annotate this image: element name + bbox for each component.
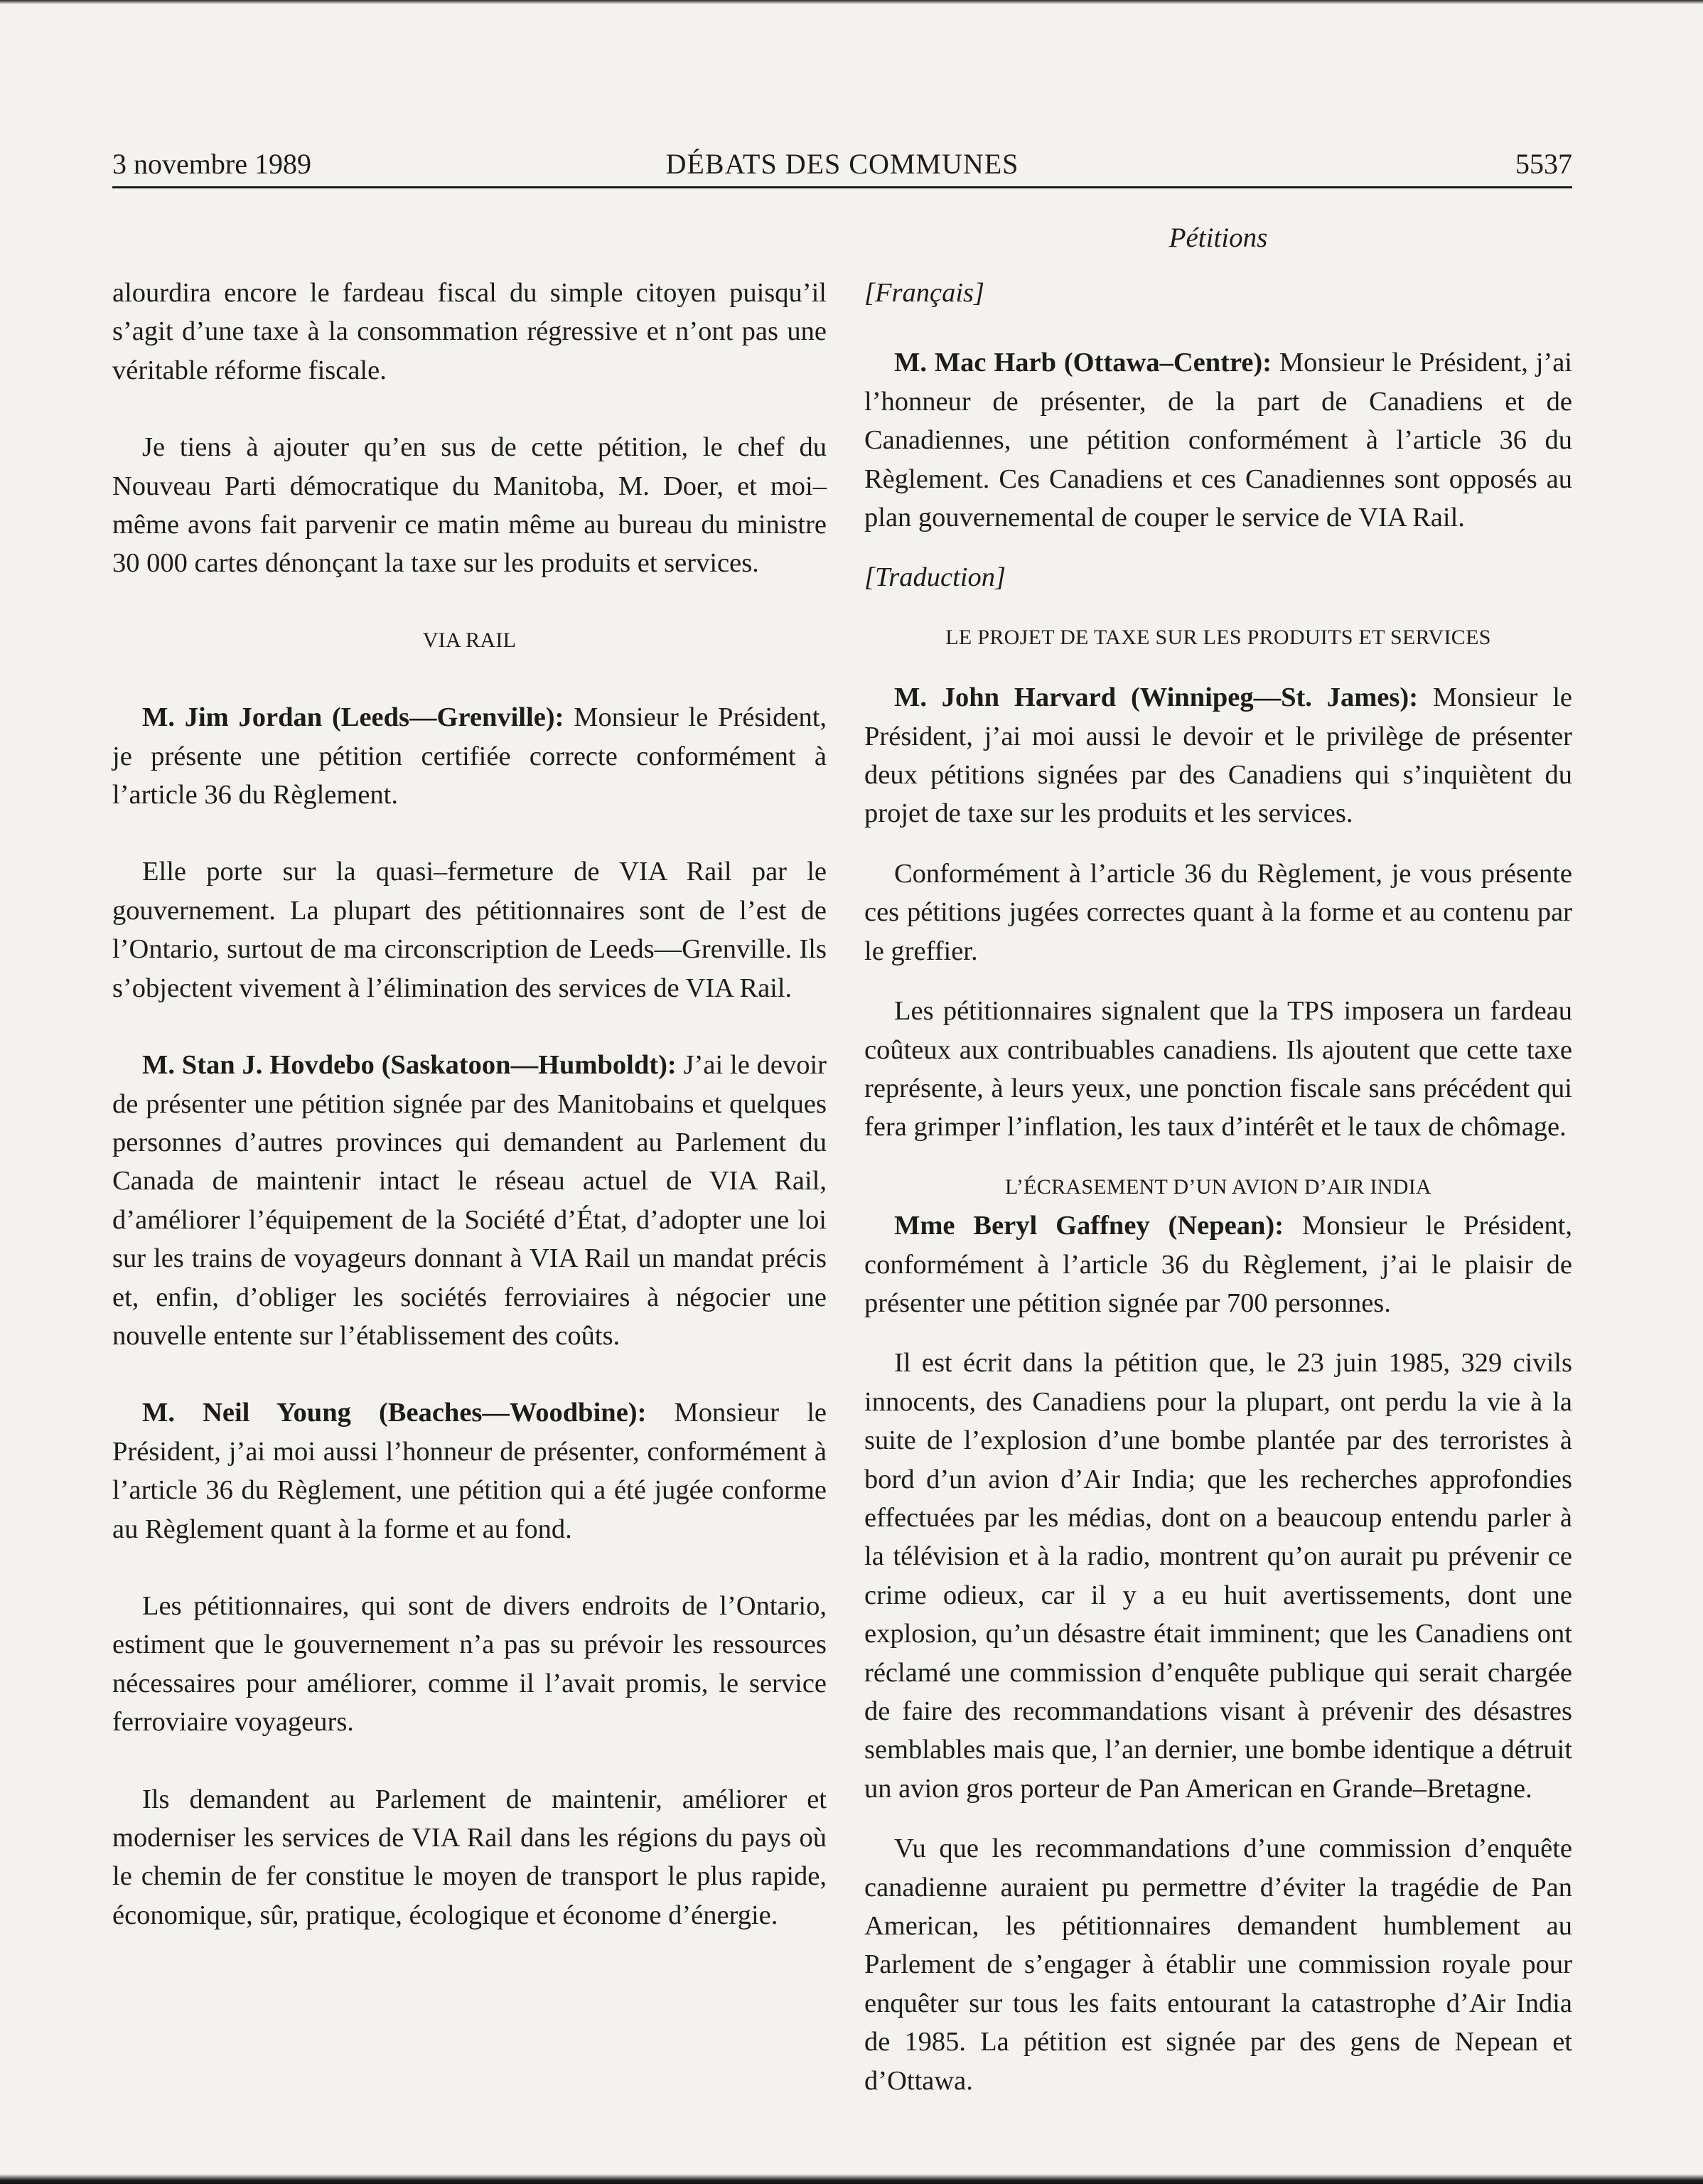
language-tag-francais: [Français] bbox=[864, 278, 984, 308]
speaker-name: Mme Beryl Gaffney (Nepean): bbox=[894, 1211, 1284, 1241]
header-rule bbox=[112, 186, 1572, 188]
speaker-name: M. Jim Jordan (Leeds—Grenville): bbox=[142, 702, 564, 733]
scan-bottom-edge bbox=[0, 2174, 1703, 2184]
paragraph: Ils demandent au Parlement de maintenir, améliorer et moderniser les services de VIA Rail dans les régions du pays où le chemin de fer constitue le moyen de transport le plus rapide, économique, sûr, pratique, écologique et économe d’énergie. bbox=[112, 1784, 827, 1930]
speech-harb bbox=[864, 343, 1572, 537]
speech-text: Monsieur le Président, je présente une pétition certifiée correcte conformément à l’article 36 du Règlement. bbox=[112, 702, 827, 810]
speaker-name: M. Mac Harb (Ottawa–Centre): bbox=[894, 348, 1272, 378]
speech-text: Monsieur le Président, j’ai l’honneur de présenter, de la part de Canadiens et de Canadiennes, une pétition conformément à l’article 36 du Règlement. Ces Canadiens et ces Canadiennes sont opposés au plan gouvernemental de couper le service de VIA Rail. bbox=[864, 348, 1573, 533]
speech-jordan bbox=[112, 698, 827, 814]
speech-gaffney bbox=[864, 1206, 1572, 1322]
section-heading-air-india: L’ÉCRASEMENT D’UN AVION D’AIR INDIA bbox=[1005, 1174, 1431, 1199]
speaker-name: M. John Harvard (Winnipeg—St. James): bbox=[894, 682, 1419, 713]
speaker-name: M. Neil Young (Beaches—Woodbine): bbox=[142, 1398, 647, 1428]
running-header bbox=[112, 145, 1572, 183]
speech-text: Monsieur le Président, j’ai moi aussi l’honneur de présenter, conformément à l’article 36 du Règlement, une pétition qui a été jugée conforme au Règlement quant à la forme et au fond. bbox=[112, 1398, 827, 1544]
section-heading-tps: LE PROJET DE TAXE SUR LES PRODUITS ET SERVICES bbox=[945, 625, 1491, 649]
left-column bbox=[112, 274, 827, 1934]
speech-young bbox=[112, 1393, 827, 1548]
paragraph: Les pétitionnaires signalent que la TPS imposera un fardeau coûteux aux contribuables canadiens. Ils ajoutent que cette taxe représente, à leurs yeux, une ponction fiscale sans précédent qui fera grimper l’inflation, les taux d’intérêt et le taux de chômage. bbox=[864, 996, 1572, 1142]
paragraph: Conformément à l’article 36 du Règlement, je vous présente ces pétitions jugées correctes quant à la forme et au contenu par le greffier. bbox=[864, 858, 1572, 966]
speech-hovdebo bbox=[112, 1046, 827, 1355]
speaker-name: M. Stan J. Hovdebo (Saskatoon—Humboldt): bbox=[142, 1050, 677, 1081]
speech-text: Monsieur le Président, conformément à l’article 36 du Règlement, j’ai le plaisir de présenter une pétition signée par 700 personnes. bbox=[864, 1211, 1573, 1318]
speech-harvard bbox=[864, 678, 1572, 833]
section-title: Pétitions bbox=[1169, 223, 1268, 253]
page-number: 5537 bbox=[1515, 148, 1572, 180]
paragraph: Les pétitionnaires, qui sont de divers endroits de l’Ontario, estiment que le gouvernement n’a pas su prévoir les ressources nécessaires pour améliorer, comme il l’avait promis, le service ferroviaire voyageurs. bbox=[112, 1590, 827, 1738]
header-date: 3 novembre 1989 bbox=[112, 148, 311, 180]
speech-text: Monsieur le Président, j’ai moi aussi le devoir et le privilège de présenter deux pétitions signées par des Canadiens qui s’inquiètent du projet de taxe sur les produits et les services. bbox=[864, 682, 1573, 829]
language-tag-traduction: [Traduction] bbox=[864, 562, 1006, 593]
paragraph: alourdira encore le fardeau fiscal du simple citoyen puisqu’il s’agit d’une taxe à la consommation régressive et n’ont pas une véritable réforme fiscale. bbox=[112, 278, 827, 385]
header-title: DÉBATS DES COMMUNES bbox=[665, 148, 1019, 180]
right-column bbox=[864, 274, 1572, 2100]
paragraph: Elle porte sur la quasi–fermeture de VIA Rail par le gouvernement. La plupart des pétitionnaires sont de l’est de l’Ontario, surtout de ma circonscription de Leeds—Grenville. Ils s’objectent vivement à l’élimination des services de VIA Rail. bbox=[112, 857, 827, 1003]
speech-text: J’ai le devoir de présenter une pétition signée par des Manitobains et quelques personnes d’autres provinces qui demandent au Parlement du Canada de maintenir intact le réseau actuel de VIA Rail, d’améliorer l’équipement de la Société d’État, d’adopter une loi sur les trains de voyageurs donnant à VIA Rail un mandat précis et, enfin, d’obliger les sociétés ferroviaires à négocier une nouvelle entente sur l’établissement des coûts. bbox=[112, 1050, 827, 1351]
paragraph: Je tiens à ajouter qu’en sus de cette pétition, le chef du Nouveau Parti démocratique du Manitoba, M. Doer, et moi–même avons fait parvenir ce matin même au bureau du ministre 30 000 cartes dénonçant la taxe sur les produits et services. bbox=[112, 432, 827, 579]
scan-top-edge bbox=[0, 0, 1703, 4]
paragraph: Vu que les recommandations d’une commission d’enquête canadienne auraient pu permettre d’éviter la tragédie de Pan American, les pétitionnaires demandent humblement au Parlement de s’engager à établir une commission royale pour enquêter sur tous les faits entourant la catastrophe d’Air India de 1985. La pétition est signée par des gens de Nepean et d’Ottawa. bbox=[864, 1834, 1572, 2096]
section-heading-via-rail: VIA RAIL bbox=[422, 628, 517, 652]
paragraph: Il est écrit dans la pétition que, le 23 juin 1985, 329 civils innocents, des Canadiens pour la plupart, ont perdu la vie à la suite de l’explosion d’une bombe plantée par des terroristes à bord d’un avion d’Air India; que les recherches approfondies effectuées par les médias, dont on a beaucoup entendu parler à la télévision et à la radio, montrent qu’on aurait pu prévenir ce crime odieux, car il y a eu huit avertissements, dont une explosion, qu’un désastre était imminent; que les Canadiens ont réclamé une commission d’enquête publique qui serait chargée de faire des recommandations visant à prévenir des désastres semblables mais que, l’an dernier, une bombe identique a détruit un avion gros porteur de Pan American en Grande–Bretagne. bbox=[864, 1348, 1572, 1804]
